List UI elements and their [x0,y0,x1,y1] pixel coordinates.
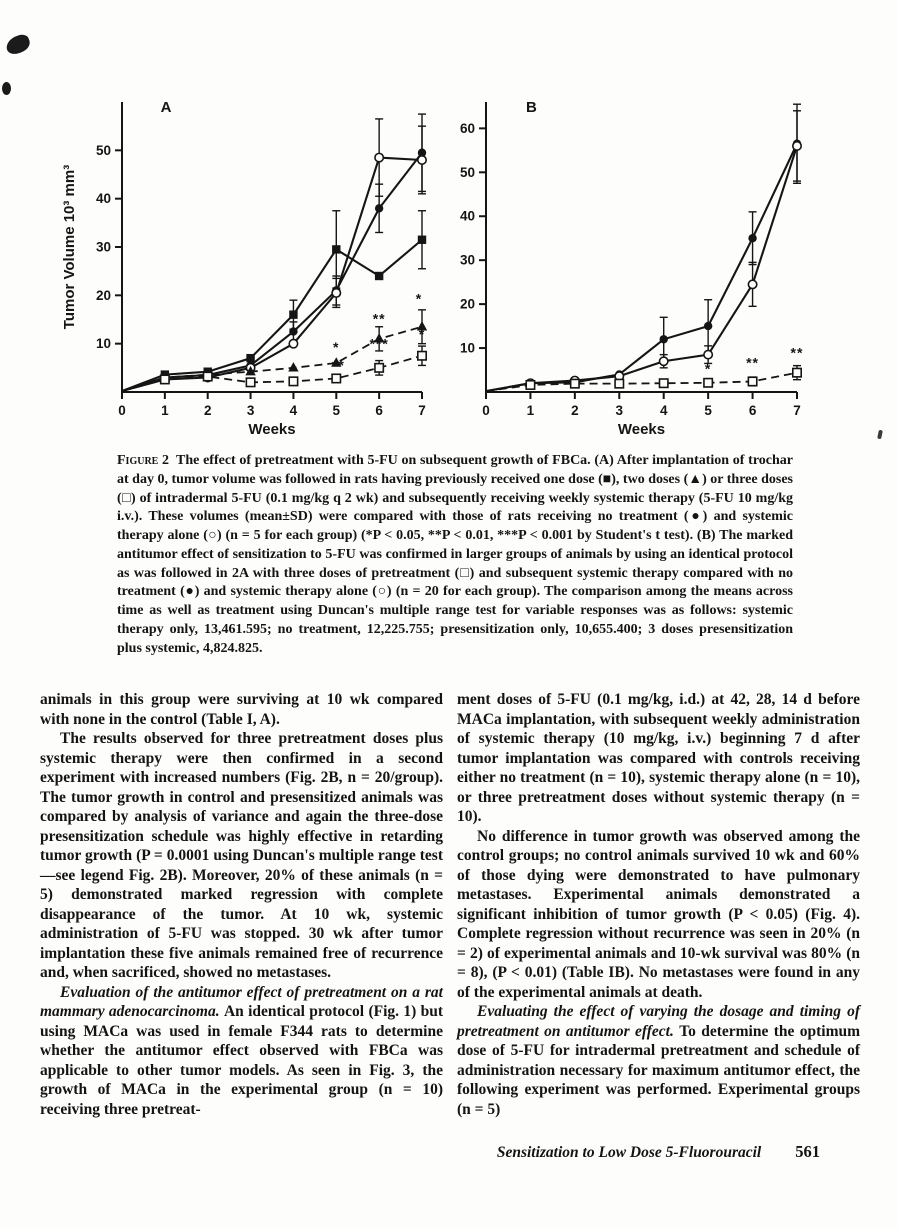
x-axis-label: Weeks [617,421,666,438]
series-systemic-therapy-alone [486,111,801,391]
significance-mark: ** [372,310,386,327]
x-tick-label: 4 [659,403,668,418]
open-square-marker [748,377,756,385]
scan-artifact [2,82,11,95]
series-three-doses [122,346,426,391]
open-square-marker [332,374,340,382]
paragraph: ment doses of 5-FU (0.1 mg/kg, i.d.) at 42, 28, 14 d before MACa implantation, with subsequent weekly administration of systemic therapy (10 mg/kg, i.v.) beginning 7 d after tumor implantation was compared with controls receiving either no treatment (n = 10), systemic therapy alone (n = 10), or three pretreatment doses without systemic therapy (n = 10). [457,691,860,826]
figure-caption-text: The effect of pretreatment with 5-FU on subsequent growth of FBCa. (A) After implantation of trochar at day 0, tumor volume was followed in rats having previously received one dose (■), two doses (▲) or three doses (□) of intradermal 5-FU (0.1 mg/kg q 2 wk) and subsequently receiving weekly systemic therapy (5-FU 10 mg/kg i.v.). These volumes (mean±SD) were compared with those of rats receiving no treatment (●) and systemic therapy alone (○) (n = 5 for each group) (*P < 0.05, **P < 0.01, ***P < 0.001 by Student's t test). (B) The marked antitumor effect of sensitization to 5-FU was confirmed in larger groups of animals by using an identical protocol as was followed in 2A with three doses of pretreatment (□) and subsequent systemic therapy compared with no treatment (●) and systemic therapy alone (○) (n = 20 for each group). The comparison among the means across time as well as treatment using Duncan's multiple range test for variable responses was as follows: systemic therapy only, 13,461.595; no treatment, 12,225.755; presensitization only, 10,655.400; 3 doses presensitization plus systemic, 4,824.825. [117,453,793,656]
significance-mark: * [704,360,712,377]
paragraph: animals in this group were surviving at 10 wk compared with none in the control (Table I, A). [40,691,443,728]
open-square-marker [704,379,712,387]
x-tick-label: 3 [615,403,624,418]
chart-b-svg [446,88,811,440]
paragraph: No difference in tumor growth was observed among the control groups; no control animals survived 10 wk and 60% of those dying were demonstrated to have pulmonary metastases. Experimental animals demonstrated a significant inhibition of tumor growth (P < 0.05) (Fig. 4). Complete regression without recurrence was seen in 20% (n = 2) of experimental animals and 10-wk survival was 80% (n = 8), (P < 0.01) (Table IB). No metastases were found in any of the experimental animals at death. [457,827,860,1001]
significance-mark: * [418,325,426,342]
filled-circle-marker [704,322,712,330]
open-circle-marker [748,280,756,288]
open-square-marker [375,364,383,372]
x-tick-label: 1 [526,403,535,418]
significance-mark: * [415,290,423,307]
figure-2 [58,88,858,444]
filled-square-marker [332,245,340,253]
panel-label: B [525,99,537,116]
chart-panel-b [446,88,811,445]
open-square-marker [289,377,297,385]
open-circle-marker [418,156,426,164]
open-square-marker [571,379,579,387]
open-square-marker [660,379,668,387]
x-tick-label: 3 [246,403,255,418]
open-circle-marker [704,350,712,358]
chart-a-svg [58,88,436,440]
scan-artifact [877,430,883,440]
open-square-marker [526,381,534,389]
open-circle-marker [793,142,801,150]
filled-square-marker [418,236,426,244]
significance-mark: ** [790,344,804,361]
open-circle-marker [660,357,668,365]
open-square-marker [161,375,169,383]
filled-circle-marker [748,234,756,242]
y-tick-label: 30 [95,239,111,255]
paragraph: The results observed for three pretreatment doses plus systemic therapy were then confirmed in a second experiment with increased numbers (Fig. 2B, n = 20/group). The tumor growth in control and presensitized animals was compared by analysis of variance and again the three-dose presensitization schedule was highly effective in retarding tumor growth (P = 0.0001 using Duncan's multiple range test—see legend Fig. 2B). Moreover, 20% of these animals (n = 5) demonstrated marked regression with complete disappearance of the tumor. At 10 wk, systemic administration of 5-FU was stopped. 30 wk after tumor implantation these five animals remained free of recurrence and, when sacrificed, showed no metastases. [40,730,443,982]
significance-mark: ** [331,356,345,373]
open-circle-marker [332,289,340,297]
y-tick-label: 50 [459,164,475,180]
filled-circle-marker [660,335,668,343]
x-tick-label: 2 [571,403,579,418]
y-tick-label: 10 [459,340,475,356]
right-text-column [457,690,860,1119]
filled-square-marker [289,310,297,318]
y-tick-label: 40 [459,208,475,224]
x-tick-label: 1 [161,403,169,418]
filled-triangle-marker [288,362,298,371]
left-text-column [40,690,443,1119]
y-tick-label: 10 [95,336,111,352]
panel-label: A [160,99,172,116]
open-circle-marker [289,339,297,347]
x-tick-label: 4 [289,403,298,418]
open-square-marker [204,372,212,380]
x-tick-label: 5 [332,403,341,418]
x-tick-label: 7 [418,403,426,418]
open-square-marker [793,368,801,376]
x-tick-label: 2 [203,403,212,418]
y-tick-label: 60 [459,120,475,136]
paragraph: Evaluating the effect of varying the dosage and timing of pretreatment on antitumor effect. To determine the optimum dose of 5-FU for intradermal pretreatment and schedule of administration necessary for maximum antitumor effect, the following experiment was performed. Experimental groups (n = 5) [457,1003,861,1118]
chart-panel-a [58,88,436,445]
open-square-marker [615,379,623,387]
y-axis-label: Tumor Volume 10³ mm³ [61,164,78,330]
paragraph-lead-italic: Evaluation of the antitumor effect of pretreatment on a rat mammary adenocarcinoma. [40,983,443,1021]
filled-circle-marker [375,204,383,212]
page-number: 561 [795,1142,820,1161]
significance-mark: * [333,338,340,355]
running-title: Sensitization to Low Dose 5-Fluorouracil [496,1144,762,1161]
y-tick-label: 30 [459,252,475,268]
x-tick-label: 5 [704,403,712,418]
significance-mark: ** [746,354,760,371]
paragraph: Evaluation of the antitumor effect of pretreatment on a rat mammary adenocarcinoma. An identical protocol (Fig. 1) but using MACa was used in female F344 rats to determine whether the antitumor effect observed with FBCa was applicable to other tumor models. As seen in Fig. 3, the growth of MACa in the experimental group (n = 10) receiving three pretreat- [40,983,444,1118]
x-tick-label: 6 [748,403,757,418]
significance-mark: *** [369,335,389,352]
open-square-marker [418,352,426,360]
y-tick-label: 40 [95,191,111,207]
series-no-treatment [486,104,801,391]
filled-square-marker [375,272,383,280]
scan-artifact [4,33,32,57]
y-tick-label: 20 [459,296,475,312]
x-tick-label: 6 [375,403,383,418]
x-tick-label: 7 [793,403,801,418]
y-tick-label: 20 [95,287,111,303]
figure-caption [117,452,793,658]
paragraph-lead-italic: Evaluating the effect of varying the dosage and timing of pretreatment on antitumor effect. [457,1003,860,1040]
x-tick-label: 0 [482,403,490,418]
open-circle-marker [375,153,383,161]
x-axis-label: Weeks [248,421,296,438]
y-tick-label: 50 [95,142,111,158]
filled-square-marker [246,354,254,362]
page-footer [300,1142,820,1162]
figure-caption-label: Figure 2 [117,453,170,468]
x-tick-label: 0 [118,403,126,418]
open-square-marker [246,378,254,386]
